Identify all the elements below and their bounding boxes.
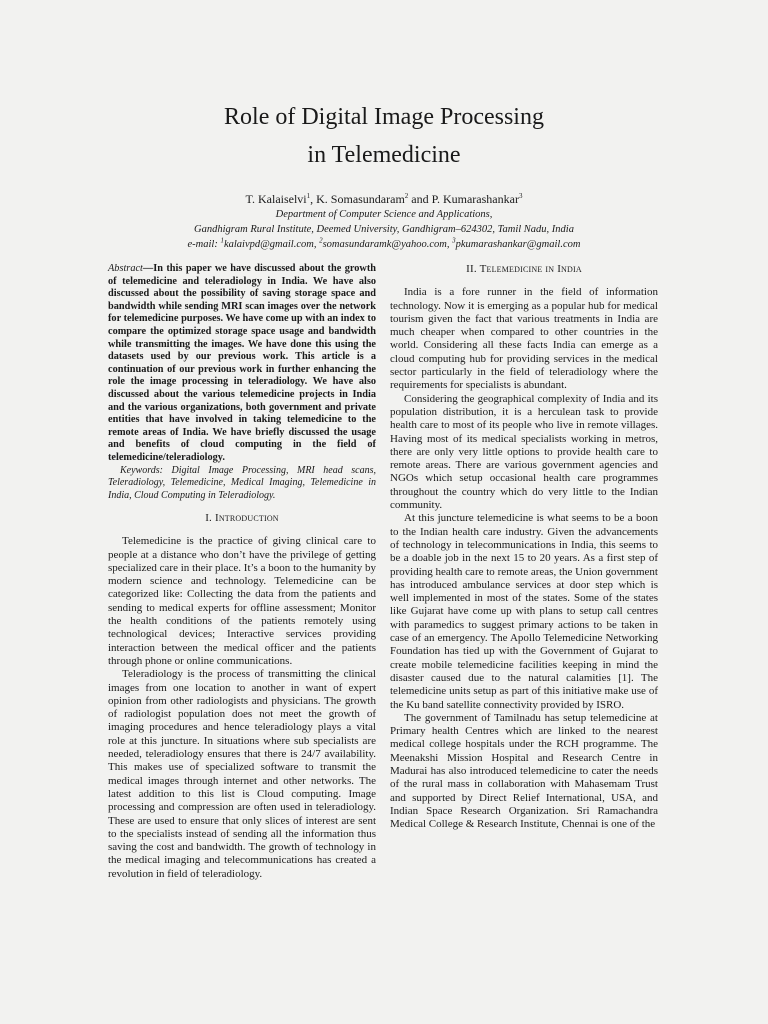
right-column bbox=[390, 263, 658, 831]
emails bbox=[0, 237, 768, 252]
title-line-2: in Telemedicine bbox=[307, 142, 461, 168]
india-paragraph-1: India is a fore runner in the field of information technology. Now it is emerging as a popular hub for medical tourism given the fact that various treatments in India are much cheaper when compared to other countries in the world. Considering all these facts India can emerge as a cloud computing hub for providing services in the medical sector particularly in the field of teleradiology where the requirements for specialists is abundant. bbox=[390, 286, 658, 392]
abstract-label: Abstract bbox=[108, 263, 143, 274]
author-3: P. Kumarashankar bbox=[431, 192, 519, 206]
email-1: kalaivpd@gmail.com, bbox=[223, 239, 320, 250]
author-1-sup: 1 bbox=[306, 192, 311, 200]
author-names bbox=[0, 192, 768, 207]
section-1-heading: I. Introduction bbox=[205, 512, 279, 524]
department: Department of Computer Science and Applications, bbox=[275, 209, 493, 220]
email-2-sup: 2 bbox=[319, 236, 323, 245]
section-2-heading: II. Telemedicine in India bbox=[466, 263, 582, 275]
author-2-sup: 2 bbox=[404, 192, 409, 200]
email-2: somasundaramk@yahoo.com, bbox=[322, 239, 453, 250]
india-paragraph-3: At this juncture telemedicine is what seems to be a boon to the Indian health care industry. Given the advancements of technology in telecommunications in India, this seems to be a doable job in the next 15 to 20 years. As a first step of providing health care to remote areas, the Union government has introduced ambulance services at door step which is well implemented in most of the states. Some of the states like Gujarat have come up with plans to setup call centres with paramedics to suggest primary actions to be taken in case of an emergency. The Apollo Telemedicine Networking Foundation has tied up with the Government of Gujarat to create mobile telemedicine facilities keeping in mind the disaster caused due to the natural calamities [1]. The telemedicine units setup as part of this initiative make use of the Ku band satellite connectivity provided by ISRO. bbox=[390, 512, 658, 711]
paper-title bbox=[0, 98, 768, 174]
intro-paragraph-1: Telemedicine is the practice of giving clinical care to people at a distance who don’t have the privilege of getting specialized care in their place. It’s a boon to the humanity by modern science and technology. Telemedicine can be categorized like: Collecting the data from the patients and sending to medical experts for offline assessment; Monitor the health conditions of the patients remotely using technological devices; Interactive services providing interaction between the medical officer and the patients through phone or online communications. bbox=[108, 535, 376, 667]
email-1-sup: 1 bbox=[220, 236, 224, 245]
title-line-1: Role of Digital Image Processing bbox=[224, 104, 544, 130]
keywords: Keywords: Digital Image Processing, MRI head scans, Teleradiology, Telemedicine, Medical Imaging, Telemedicine in India, Cloud Computing in Teleradiology. bbox=[108, 464, 376, 501]
intro-paragraph-2: Teleradiology is the process of transmitting the clinical images from one location to another in want of expert opinion from other radiologists and physicians. The growth of radiologist population does not meet the growth of imaging procedures and hence teleradiology plays a vital role at this juncture. In situations where sub specialists are needed, teleradiology ensures that there is 24/7 availability. This makes use of specialized software to transmit the medical images through internet and other networks. The latest addition to this list is Cloud computing. Image processing and compression are often used in teleradiology. These are used to ensure that only slices of interest are sent to the specialists instead of sending all the information thus saving the cost and bandwidth. The growth of technology in the medical imaging and telecommunications has created a revolution in field of teleradiology. bbox=[108, 668, 376, 880]
email-3-sup: 3 bbox=[452, 236, 456, 245]
author-1: T. Kalaiselvi bbox=[245, 192, 307, 206]
author-block bbox=[0, 192, 768, 252]
author-3-sup: 3 bbox=[518, 192, 523, 200]
email-3: pkumarashankar@gmail.com bbox=[455, 239, 581, 250]
author-2: K. Somasundaram bbox=[316, 192, 405, 206]
author-sep-1: , bbox=[310, 192, 317, 206]
india-paragraph-2: Considering the geographical complexity of India and its population distribution, it is a herculean task to provide health care to most of its people who live in remote villages. Having most of its medical specialists working in metros, there are only very little options to provide health care to remote areas. There are various government agencies and NGOs which setup occasional health care programmes throughout the country which do very little to the Indian community. bbox=[390, 392, 658, 512]
left-column bbox=[108, 263, 376, 881]
abstract-text: —In this paper we have discussed about the growth of telemedicine and teleradiology in India. We have also discussed about the possibility of saving storage space and bandwidth while sending MRI scan images over the network for telemedicine purposes. We have come up with an index to compare the optimized storage space usage and bandwidth while transmitting the images. We have done this using the datasets used by our previous work. This article is a continuation of our previous work in further enhancing the role the image processing in teleradiology. We have also discussed about the various telemedicine projects in India and the various organizations, both government and private entities that have involved in taking telemedicine to the remote areas of India. We have briefly discussed the usage and benefits of cloud computing in the field of telemedicine/teleradiology. bbox=[108, 263, 376, 463]
abstract bbox=[108, 263, 376, 465]
india-paragraph-4: The government of Tamilnadu has setup telemedicine at Primary health Centres which are linked to the nearest medical college hospitals under the RCH programme. The Meenakshi Mission Hospital and Research Centre in Madurai has also introduced telemedicine to cater the needs of the rural mass in collaboration with Mahasemam Trust and supported by Direct Relief International, USA, and Indian Space Research Organization. Sri Ramachandra Medical College & Research Institute, Chennai is one of the bbox=[390, 711, 658, 831]
institute: Gandhigram Rural Institute, Deemed University, Gandhigram–624302, Tamil Nadu, India bbox=[194, 224, 574, 235]
author-sep-2: and bbox=[408, 192, 432, 206]
email-prefix: e-mail: bbox=[187, 239, 221, 250]
